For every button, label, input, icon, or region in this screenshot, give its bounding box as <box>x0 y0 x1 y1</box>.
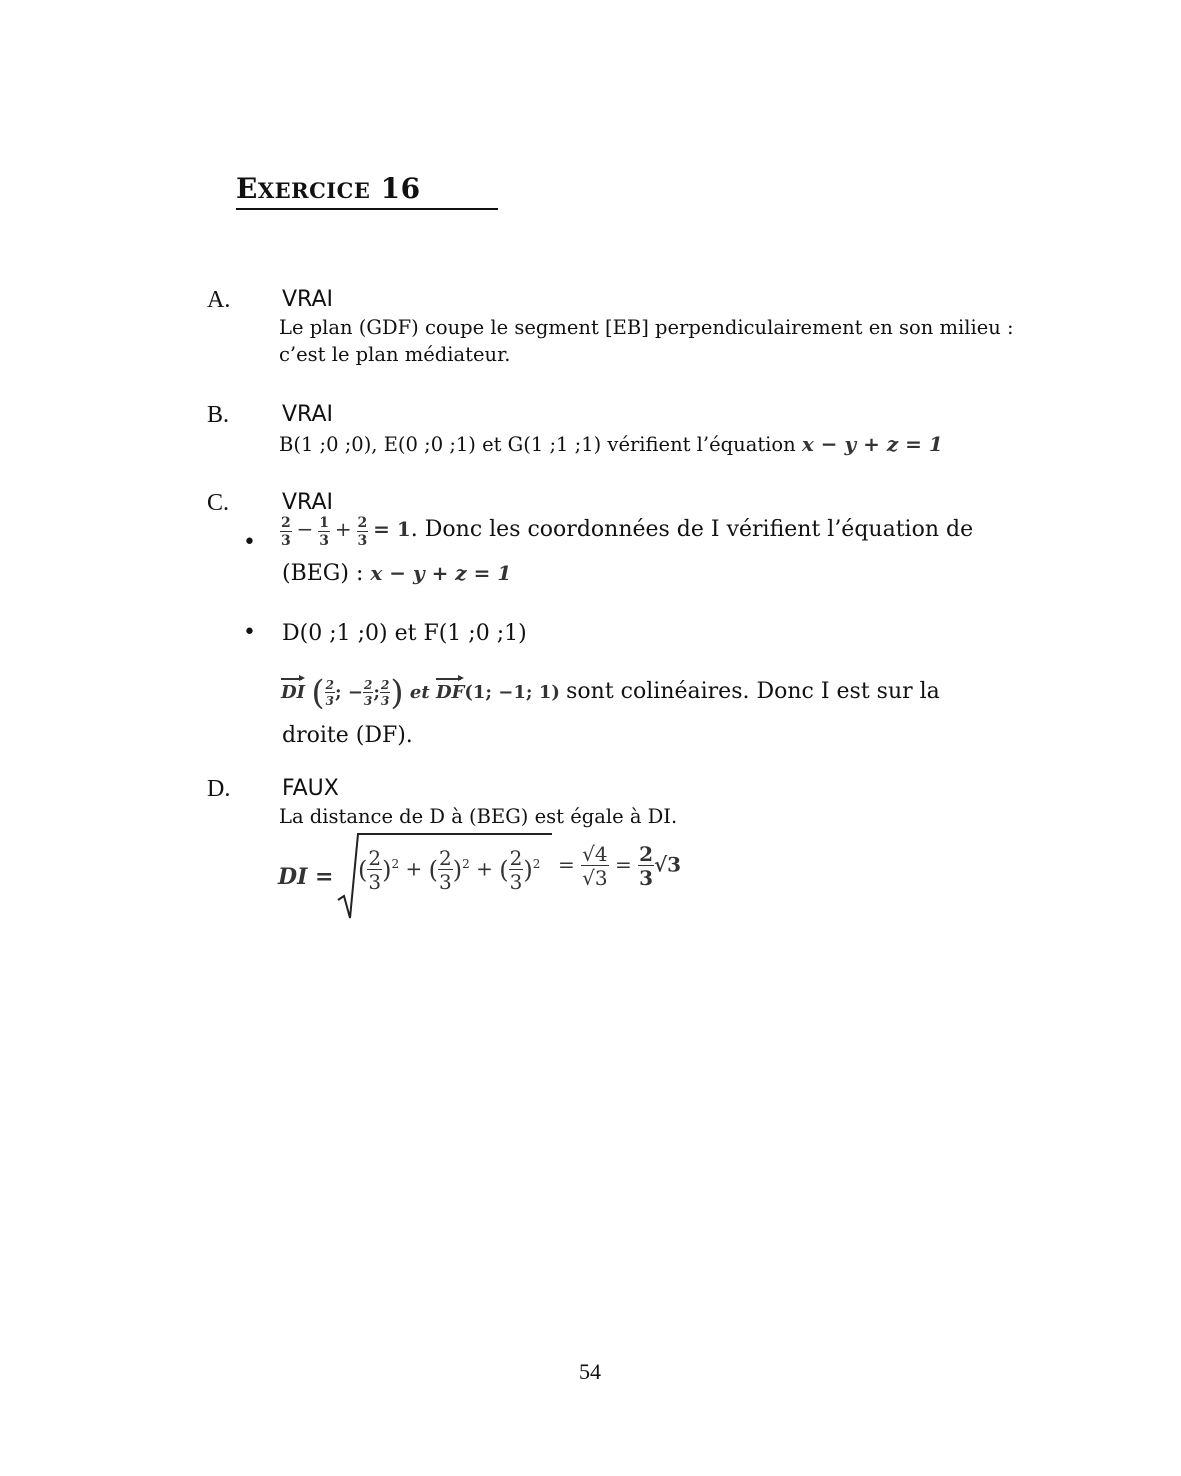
vector-df: DF <box>435 682 465 703</box>
frac-1-num: 2 <box>281 515 291 531</box>
paren-open: ( <box>311 673 325 713</box>
formula-plus-1: + <box>405 856 423 881</box>
term-2-num: 2 <box>438 846 452 870</box>
vec-sep-1: ; <box>334 682 342 703</box>
formula-lhs: DI = <box>278 864 334 890</box>
item-verdict-b: VRAI <box>282 402 333 427</box>
term-2-den: 3 <box>438 870 452 894</box>
vec-frac-3-num: 2 <box>380 678 390 692</box>
bullet-1-equation: x − y + z = 1 <box>370 561 512 585</box>
item-b-equation: x − y + z = 1 <box>801 432 943 456</box>
bullet-2-vector-line <box>281 673 940 713</box>
result-sqrt: √3 <box>654 852 682 877</box>
formula-equals-1: = <box>558 852 575 877</box>
formula-result <box>558 844 681 888</box>
bullet-2-text: D(0 ;1 ;0) et F(1 ;0 ;1) <box>282 621 527 646</box>
op-minus: − <box>296 517 314 541</box>
bullet-1-prefix: (BEG) : <box>282 561 364 586</box>
exercise-title <box>236 172 498 210</box>
frac-3-den: 3 <box>357 533 368 549</box>
bullet-1-line-1 <box>280 516 973 548</box>
result-frac-num: 2 <box>639 842 653 866</box>
frac-2-num: 1 <box>319 515 330 531</box>
item-letter-a: A. <box>207 287 231 313</box>
vec-minus: − <box>347 682 363 703</box>
item-letter-c: C. <box>207 490 230 516</box>
item-a-line-2: c’est le plan médiateur. <box>279 343 511 366</box>
op-plus: + <box>334 517 352 541</box>
item-a-line-1: Le plan (GDF) coupe le segment [EB] perpendiculairement en son milieu : <box>279 316 1014 339</box>
frac-2-den: 3 <box>319 533 330 549</box>
term-1-close: ) <box>382 856 392 884</box>
sqrt-frac-den: √3 <box>582 866 608 890</box>
term-3-close: ) <box>523 856 533 884</box>
page-number: 54 <box>579 1359 601 1384</box>
item-verdict-d: FAUX <box>282 776 339 801</box>
term-2-exp: 2 <box>462 856 470 871</box>
term-1-exp: 2 <box>391 856 400 871</box>
item-letter-d: D. <box>207 776 231 802</box>
formula-plus-2: + <box>476 856 493 881</box>
vec-sep-2: ; <box>373 682 380 703</box>
item-b-sentence: B(1 ;0 ;0), E(0 ;0 ;1) et G(1 ;1 ;1) vérifient l’équation <box>279 433 796 456</box>
formula-equals-2: = <box>614 852 632 877</box>
vec-frac-2-num: 2 <box>363 678 373 692</box>
term-3-open: ( <box>499 856 509 884</box>
vector-di: DI <box>281 682 306 703</box>
vector-connector: et <box>409 682 430 703</box>
item-d-text: La distance de D à (BEG) est égale à DI. <box>279 805 678 828</box>
item-b-text <box>279 432 943 456</box>
item-verdict-a: VRAI <box>282 287 333 312</box>
item-letter-b: B. <box>207 402 230 428</box>
title-rest: XERCICE <box>257 178 371 203</box>
vector-expression <box>281 673 566 713</box>
bullet-1-text: . Donc les coordonnées de I vérifient l’équation de <box>410 517 974 542</box>
term-2-open: ( <box>428 856 438 884</box>
bullet-2-line-2: droite (DF). <box>282 723 413 748</box>
vec-frac-3-den: 3 <box>380 694 390 708</box>
bullet-1-result: = 1 <box>373 517 411 541</box>
term-3-den: 3 <box>509 870 523 894</box>
term-1-num: 2 <box>368 846 382 870</box>
bullet-1-line-2 <box>282 561 511 586</box>
title-number: 16 <box>380 172 421 205</box>
vector-df-coords: (1; −1; 1) <box>464 682 560 703</box>
vec-frac-1-den: 3 <box>325 694 334 708</box>
frac-3-num: 2 <box>357 515 368 531</box>
item-verdict-c: VRAI <box>282 490 333 515</box>
term-2-close: ) <box>452 856 463 884</box>
title-first-letter: E <box>236 172 258 205</box>
result-frac-den: 3 <box>639 866 653 890</box>
bullet-2-text-after: sont colinéaires. Donc I est sur la <box>566 679 940 704</box>
sqrt-frac-num: √4 <box>582 842 608 866</box>
vec-frac-2-den: 3 <box>363 694 373 708</box>
vec-frac-1-num: 2 <box>325 678 334 692</box>
term-1-open: ( <box>358 856 368 884</box>
formula-radicand <box>358 848 540 892</box>
bullet-1-math <box>280 515 411 549</box>
paren-close: ) <box>390 673 404 713</box>
term-3-num: 2 <box>509 846 523 870</box>
term-1-den: 3 <box>368 870 382 894</box>
term-3-exp: 2 <box>532 856 541 871</box>
bullet-2-marker: • <box>243 620 256 645</box>
frac-1-den: 3 <box>281 533 291 549</box>
bullet-1-marker: • <box>243 530 256 555</box>
